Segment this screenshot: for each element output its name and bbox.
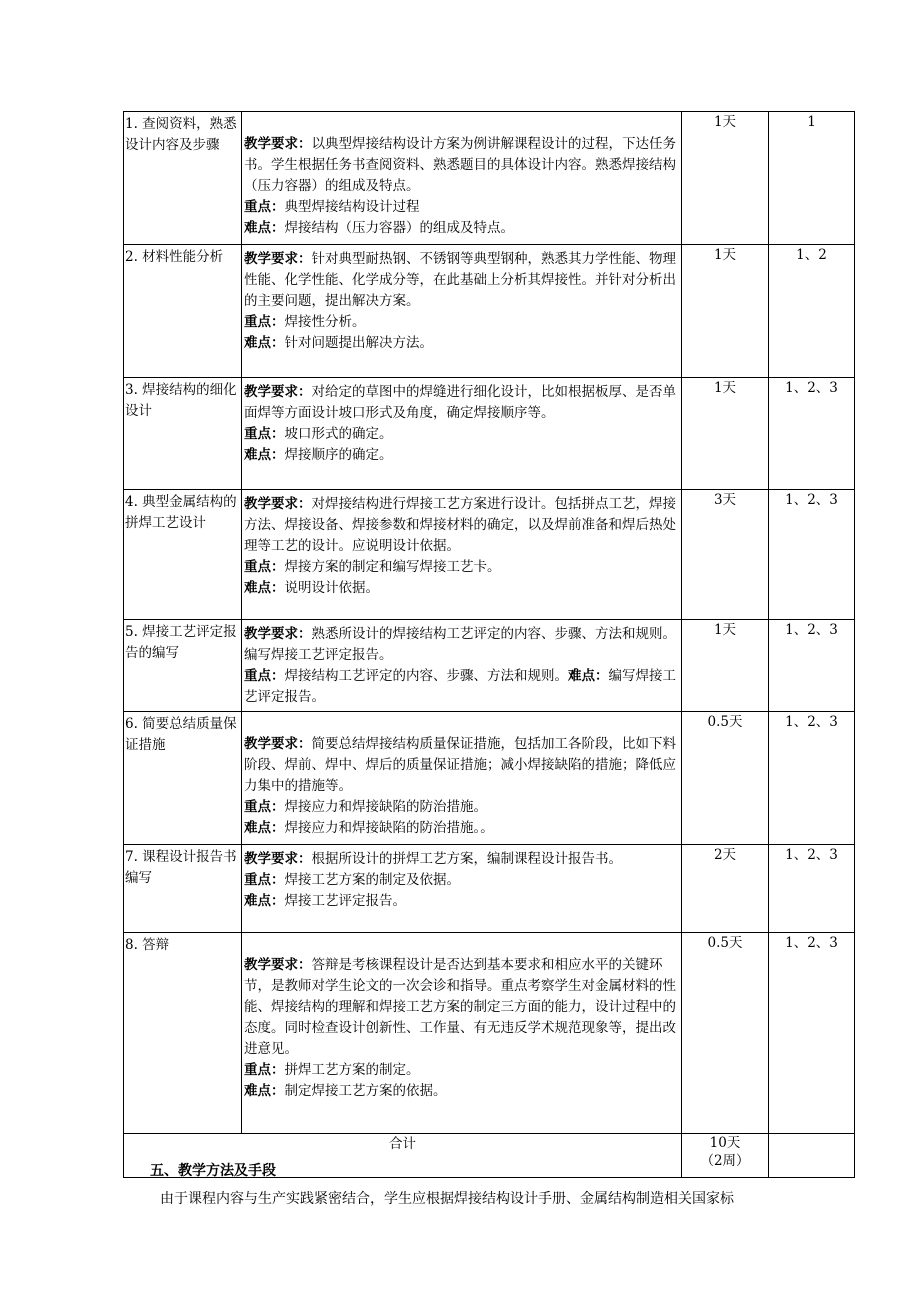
objective-cell: 1、2 xyxy=(769,245,855,378)
requirement-cell xyxy=(242,490,682,620)
table-row xyxy=(124,490,855,620)
requirement xyxy=(244,249,677,312)
objective-cell: 1、2、3 xyxy=(769,490,855,620)
key-point xyxy=(244,557,677,578)
topic-cell xyxy=(124,712,242,845)
difficulty xyxy=(244,891,677,912)
key-label: 重点： xyxy=(244,199,285,215)
requirement-cell xyxy=(242,620,682,712)
requirement-text: 答辩是考核课程设计是否达到基本要求和相应水平的关键环节，是教师对学生论文的一次会诊和指导。重点考察学生对金属材料的性能、焊接结构的理解和焊接工艺方案的制定三方面的能力，设计过程中的态度。同时检查设计创新性、工作量、有无违反学术规范现象等，提出改进意见。 xyxy=(244,957,676,1057)
table-row xyxy=(124,712,855,845)
teaching-plan-table xyxy=(123,111,855,1178)
difficulty-label: 难点： xyxy=(244,820,285,836)
time-cell: 1天 xyxy=(682,245,769,378)
time-cell: 1天 xyxy=(682,620,769,712)
difficulty xyxy=(244,218,677,239)
difficulty-text: 针对问题提出解决方法。 xyxy=(284,335,433,351)
key-point xyxy=(244,197,677,218)
requirement-text: 针对典型耐热钢、不锈钢等典型钢种，熟悉其力学性能、物理性能、化学性能、化学成分等，在此基础上分析其焊接性。并针对分析出的主要问题，提出解决方案。 xyxy=(244,251,676,309)
requirement xyxy=(244,849,677,870)
difficulty xyxy=(244,578,677,599)
requirement-text: 以典型焊接结构设计方案为例讲解课程设计的过程，下达任务书。学生根据任务书查阅资料、熟悉题目的具体设计内容。熟悉焊接结构（压力容器）的组成及特点。 xyxy=(244,136,676,194)
table-body xyxy=(124,112,855,1178)
requirement-text: 熟悉所设计的焊接结构工艺评定的内容、步骤、方法和规则。编写焊接工艺评定报告。 xyxy=(244,626,676,663)
topic-cell xyxy=(124,112,242,245)
objective-cell: 1、2、3 xyxy=(769,620,855,712)
table-row xyxy=(124,845,855,933)
difficulty-text: 焊接工艺评定报告。 xyxy=(284,893,406,909)
key-point xyxy=(244,312,677,333)
time-cell: 1天 xyxy=(682,112,769,245)
requirement xyxy=(244,955,677,1060)
requirement-text: 对焊接结构进行焊接工艺方案进行设计。包括拼点工艺，焊接方法、焊接设备、焊接参数和焊接材料的确定，以及焊前准备和焊后热处理等工艺的设计。应说明设计依据。 xyxy=(244,496,676,554)
difficulty-label: 难点： xyxy=(244,335,285,351)
key-label: 重点： xyxy=(244,1062,285,1078)
topic-text: 1. 查阅资料，熟悉设计内容及步骤 xyxy=(125,116,237,153)
difficulty-label: 难点： xyxy=(244,220,285,236)
difficulty-label: 难点： xyxy=(244,893,285,909)
time-cell: 0.5天 xyxy=(682,712,769,845)
requirement-label: 教学要求： xyxy=(244,851,312,867)
requirement-cell xyxy=(242,712,682,845)
requirement-text: 简要总结焊接结构质量保证措施，包括加工各阶段，比如下料阶段、焊前、焊中、焊后的质量保证措施；减小焊接缺陷的措施；降低应力集中的措施等。 xyxy=(244,736,676,794)
time-cell: 2天 xyxy=(682,845,769,933)
key-point xyxy=(244,1060,677,1081)
requirement xyxy=(244,624,677,666)
difficulty-text: 说明设计依据。 xyxy=(284,580,379,596)
difficulty-text: 焊接顺序的确定。 xyxy=(284,447,393,463)
requirement xyxy=(244,734,677,797)
key-point xyxy=(244,424,677,445)
key-text: 典型焊接结构设计过程 xyxy=(284,199,420,215)
difficulty-label: 难点： xyxy=(244,447,285,463)
difficulty-label: 难点： xyxy=(244,580,285,596)
table-row xyxy=(124,933,855,1134)
total-time: 10天 xyxy=(709,1135,741,1151)
key-label: 重点： xyxy=(244,872,285,888)
table-row xyxy=(124,378,855,490)
key-point xyxy=(244,870,677,891)
key-text: 焊接工艺方案的制定及依据。 xyxy=(284,872,460,888)
requirement-text: 根据所设计的拼焊工艺方案，编制课程设计报告书。 xyxy=(311,851,622,867)
difficulty xyxy=(244,333,677,354)
requirement-cell xyxy=(242,378,682,490)
table-row xyxy=(124,245,855,378)
key-text: 焊接方案的制定和编写焊接工艺卡。 xyxy=(284,559,501,575)
requirement xyxy=(244,494,677,557)
table-row xyxy=(124,620,855,712)
difficulty xyxy=(244,445,677,466)
topic-text: 2. 材料性能分析 xyxy=(125,249,224,265)
total-time-cell xyxy=(682,1134,769,1178)
key-point xyxy=(244,797,677,818)
total-label: 合计 xyxy=(124,1134,682,1178)
topic-cell xyxy=(124,933,242,1134)
difficulty-label: 难点： xyxy=(568,668,609,684)
topic-cell xyxy=(124,620,242,712)
topic-text: 5. 焊接工艺评定报告的编写 xyxy=(125,624,237,661)
key-label: 重点： xyxy=(244,559,285,575)
requirement-label: 教学要求： xyxy=(244,136,312,152)
key-label: 重点： xyxy=(244,668,285,684)
difficulty-text: 焊接结构（压力容器）的组成及特点。 xyxy=(284,220,514,236)
key-text: 焊接结构工艺评定的内容、步骤、方法和规则。 xyxy=(284,668,568,684)
section-title: 五、教学方法及手段 xyxy=(150,1163,276,1179)
requirement-cell xyxy=(242,845,682,933)
difficulty-text: 编写焊接工艺评定报告。 xyxy=(244,668,676,705)
topic-text: 7. 课程设计报告书编写 xyxy=(125,849,237,886)
requirement-label: 教学要求： xyxy=(244,626,312,642)
key-difficulty xyxy=(244,666,677,708)
topic-cell xyxy=(124,845,242,933)
requirement-text: 对给定的草图中的焊缝进行细化设计，比如根据板厚、是否单面焊等方面设计坡口形式及角度，确定焊接顺序等。 xyxy=(244,384,676,421)
requirement xyxy=(244,382,677,424)
requirement-cell xyxy=(242,933,682,1134)
key-text: 拼焊工艺方案的制定。 xyxy=(284,1062,420,1078)
topic-cell xyxy=(124,490,242,620)
objective-cell: 1、2、3 xyxy=(769,378,855,490)
difficulty xyxy=(244,1081,677,1102)
topic-text: 4. 典型金属结构的拼焊工艺设计 xyxy=(125,494,237,531)
difficulty-text: 制定焊接工艺方案的依据。 xyxy=(284,1083,447,1099)
key-label: 重点： xyxy=(244,426,285,442)
total-weeks: （2周） xyxy=(700,1153,750,1169)
table-row xyxy=(124,112,855,245)
total-objective-cell xyxy=(769,1134,855,1178)
topic-cell xyxy=(124,378,242,490)
time-cell: 0.5天 xyxy=(682,933,769,1134)
requirement-cell xyxy=(242,112,682,245)
objective-cell: 1 xyxy=(769,112,855,245)
objective-cell: 1、2、3 xyxy=(769,712,855,845)
topic-cell xyxy=(124,245,242,378)
key-text: 焊接性分析。 xyxy=(284,314,366,330)
key-label: 重点： xyxy=(244,314,285,330)
requirement-label: 教学要求： xyxy=(244,496,312,512)
requirement-label: 教学要求： xyxy=(244,384,312,400)
requirement-cell xyxy=(242,245,682,378)
topic-text: 8. 答辩 xyxy=(125,937,170,953)
objective-cell: 1、2、3 xyxy=(769,845,855,933)
time-cell: 3天 xyxy=(682,490,769,620)
key-text: 焊接应力和焊接缺陷的防治措施。 xyxy=(284,799,487,815)
difficulty-text: 焊接应力和焊接缺陷的防治措施。。 xyxy=(284,820,494,836)
requirement-label: 教学要求： xyxy=(244,736,312,752)
objective-cell: 1、2、3 xyxy=(769,933,855,1134)
key-label: 重点： xyxy=(244,799,285,815)
requirement-label: 教学要求： xyxy=(244,957,312,973)
key-text: 坡口形式的确定。 xyxy=(284,426,393,442)
time-cell: 1天 xyxy=(682,378,769,490)
requirement-label: 教学要求： xyxy=(244,251,312,267)
topic-text: 3. 焊接结构的细化设计 xyxy=(125,382,237,419)
difficulty-label: 难点： xyxy=(244,1083,285,1099)
topic-text: 6. 简要总结质量保证措施 xyxy=(125,716,237,753)
difficulty xyxy=(244,818,677,839)
requirement xyxy=(244,134,677,197)
section-paragraph: 由于课程内容与生产实践紧密结合，学生应根据焊接结构设计手册、金属结构制造相关国家标 xyxy=(160,1191,734,1207)
